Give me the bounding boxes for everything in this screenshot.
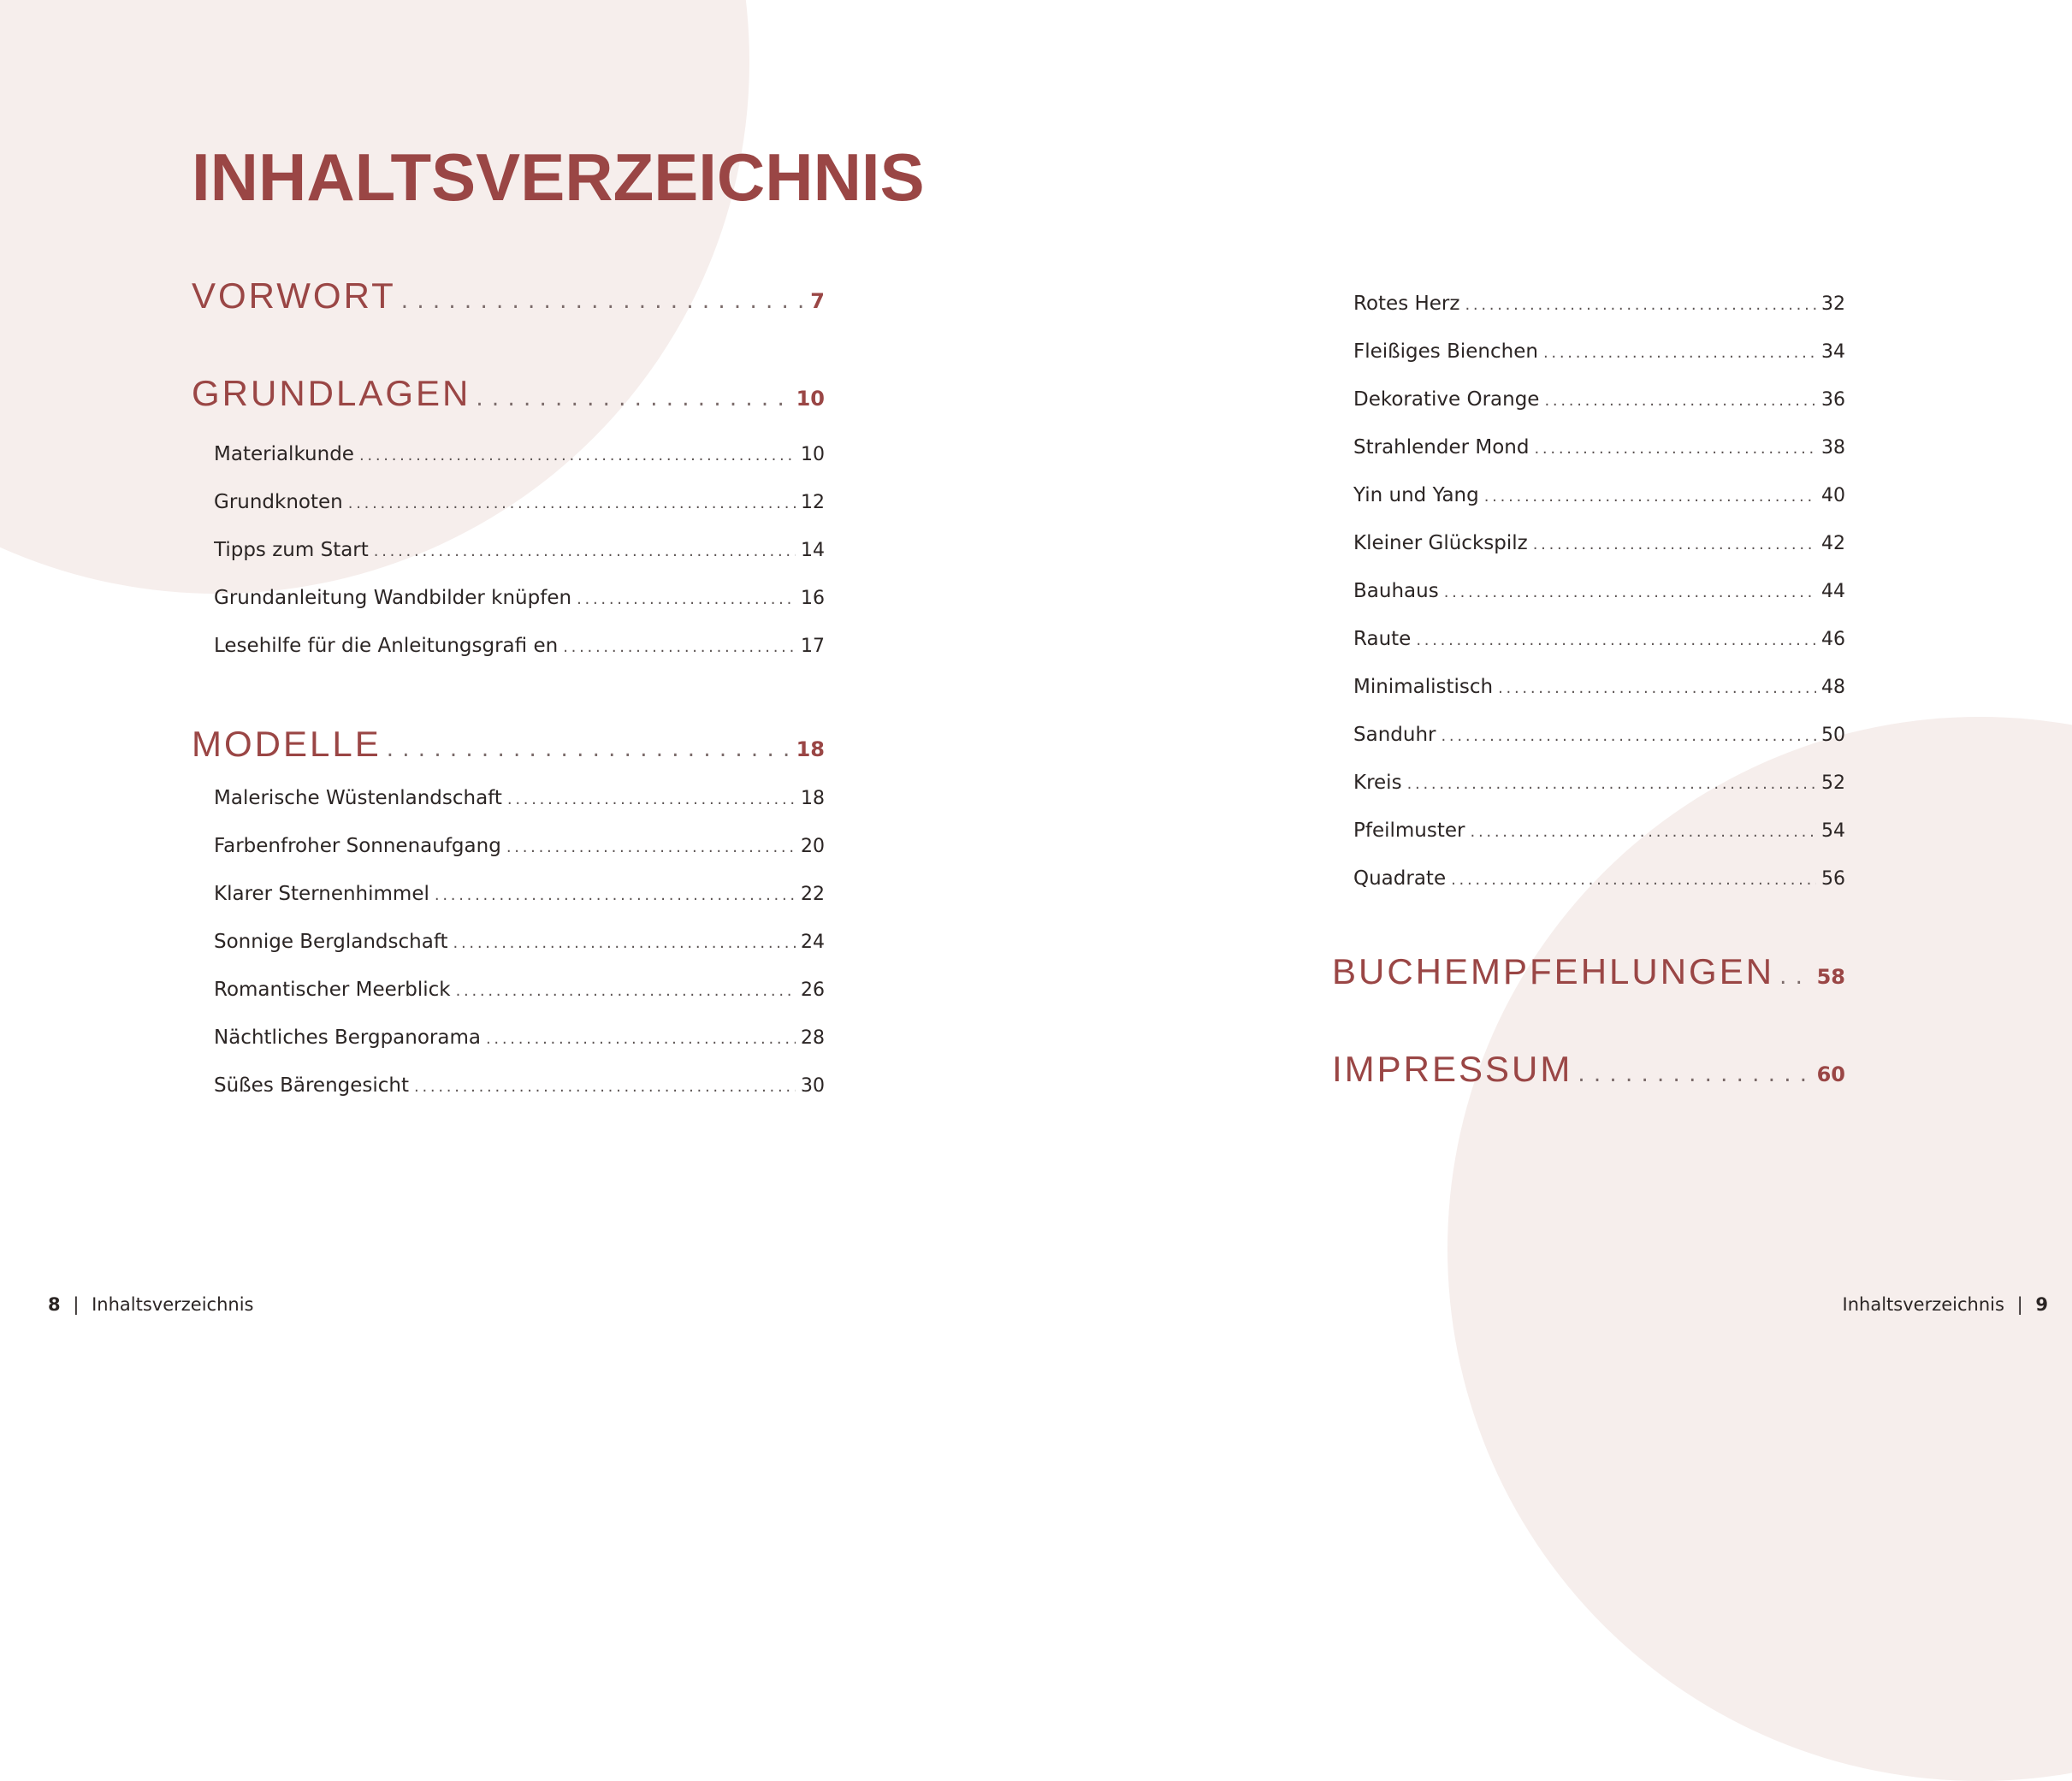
dot-leader	[1534, 440, 1816, 458]
dot-leader	[476, 386, 790, 411]
toc-page-number: 40	[1821, 485, 1845, 506]
toc-entry[interactable]	[214, 539, 825, 570]
toc-section-label: MODELLE	[192, 724, 382, 764]
toc-entry[interactable]	[1353, 388, 1845, 419]
dot-leader	[1451, 871, 1816, 889]
toc-page-number: 18	[796, 737, 825, 761]
toc-entry[interactable]	[1353, 436, 1845, 467]
toc-section-buchempfehlungen[interactable]	[1332, 951, 1845, 1003]
toc-entry[interactable]	[1353, 628, 1845, 659]
toc-entry[interactable]	[214, 491, 825, 522]
toc-page-number: 48	[1821, 677, 1845, 698]
toc-section-label: GRUNDLAGEN	[192, 373, 471, 413]
toc-entry-label: Strahlender Mond	[1353, 436, 1530, 459]
toc-page-number: 26	[801, 979, 825, 1001]
toc-section-label: IMPRESSUM	[1332, 1049, 1573, 1089]
footer-separator: |	[2016, 1294, 2023, 1315]
toc-entry-label: Raute	[1353, 628, 1412, 650]
toc-page-number: 34	[1821, 341, 1845, 363]
footer-right	[1843, 1294, 2048, 1315]
dot-leader	[1543, 344, 1816, 362]
dot-leader	[1407, 775, 1816, 793]
dot-leader	[348, 494, 796, 512]
toc-entry-label: Tipps zum Start	[214, 539, 369, 561]
footer-page-number: 9	[2035, 1294, 2048, 1315]
toc-entry-label: Nächtliches Bergpanorama	[214, 1027, 481, 1049]
dot-leader	[453, 934, 796, 952]
toc-page-number: 32	[1821, 293, 1845, 315]
toc-page-number: 46	[1821, 629, 1845, 650]
toc-entry-label: Fleißiges Bienchen	[1353, 340, 1538, 363]
toc-page-number: 38	[1821, 437, 1845, 459]
toc-entry[interactable]	[214, 787, 825, 818]
dot-leader	[1441, 727, 1816, 745]
toc-entry[interactable]	[1353, 580, 1845, 611]
toc-entry-label: Süßes Bärengesicht	[214, 1074, 410, 1097]
dot-leader	[486, 1030, 796, 1048]
dot-leader	[1444, 583, 1816, 601]
toc-entry-label: Dekorative Orange	[1353, 388, 1540, 411]
toc-page-number: 24	[801, 932, 825, 953]
dot-leader	[563, 638, 796, 656]
toc-entry-label: Malerische Wüstenlandschaft	[214, 787, 502, 809]
dot-leader	[387, 737, 791, 762]
dot-leader	[401, 288, 806, 314]
toc-entry-label: Yin und Yang	[1353, 484, 1479, 506]
dot-leader	[1578, 1062, 1811, 1087]
toc-entry-label: Romantischer Meerblick	[214, 979, 451, 1001]
toc-entry-label: Farbenfroher Sonnenaufgang	[214, 835, 501, 857]
toc-entry[interactable]	[1353, 340, 1845, 371]
toc-section-grundlagen[interactable]	[192, 373, 825, 424]
toc-entry-label: Klarer Sternenhimmel	[214, 883, 429, 905]
toc-entry[interactable]	[214, 883, 825, 914]
toc-entry[interactable]	[214, 587, 825, 618]
toc-entry[interactable]	[1353, 867, 1845, 898]
toc-entry[interactable]	[1353, 293, 1845, 323]
toc-page-number: 54	[1821, 820, 1845, 842]
footer-page-number: 8	[48, 1294, 61, 1315]
dot-leader	[359, 447, 796, 464]
toc-page-number: 28	[801, 1027, 825, 1049]
dot-leader	[1533, 535, 1816, 553]
toc-entry-label: Minimalistisch	[1353, 676, 1494, 698]
toc-page-number: 22	[801, 884, 825, 905]
toc-entry-label: Quadrate	[1353, 867, 1447, 890]
toc-page-number: 58	[1816, 965, 1845, 989]
toc-entry[interactable]	[214, 835, 825, 866]
toc-page-number: 30	[801, 1075, 825, 1097]
toc-entry[interactable]	[1353, 724, 1845, 754]
toc-page-number: 10	[801, 444, 825, 465]
toc-entry[interactable]	[214, 443, 825, 474]
toc-entry-label: Materialkunde	[214, 443, 354, 465]
toc-page-number: 52	[1821, 772, 1845, 794]
toc-entry-label: Grundknoten	[214, 491, 343, 513]
toc-entry[interactable]	[214, 979, 825, 1009]
toc-page-number: 56	[1821, 868, 1845, 890]
dot-leader	[414, 1078, 796, 1096]
footer-label: Inhaltsverzeichnis	[92, 1294, 254, 1315]
toc-page-number: 50	[1821, 725, 1845, 746]
toc-entry-label: Sonnige Berglandschaft	[214, 931, 448, 953]
footer-separator: |	[73, 1294, 80, 1315]
toc-page-number: 10	[796, 387, 825, 411]
toc-entry-label: Lesehilfe für die Anleitungsgrafi en	[214, 635, 559, 657]
toc-section-label: BUCHEMPFEHLUNGEN	[1332, 951, 1775, 991]
dot-leader	[1498, 679, 1816, 697]
toc-page-number: 42	[1821, 533, 1845, 554]
toc-entry[interactable]	[1353, 819, 1845, 850]
toc-entry-label: Bauhaus	[1353, 580, 1439, 602]
dot-leader	[1465, 296, 1816, 314]
toc-page-number: 44	[1821, 581, 1845, 602]
toc-entry-label: Pfeilmuster	[1353, 819, 1465, 842]
toc-section-modelle[interactable]	[192, 724, 825, 775]
footer-label: Inhaltsverzeichnis	[1842, 1294, 2004, 1315]
toc-entry[interactable]	[214, 1027, 825, 1057]
toc-section-vorwort[interactable]	[192, 275, 825, 327]
toc-page-number: 16	[801, 588, 825, 609]
dot-leader	[507, 790, 796, 808]
toc-page-number: 17	[801, 636, 825, 657]
toc-page-number: 7	[810, 289, 825, 313]
toc-page-number: 20	[801, 836, 825, 857]
toc-entry-label: Kreis	[1353, 772, 1402, 794]
dot-leader	[1471, 823, 1817, 841]
toc-page-number: 60	[1816, 1062, 1845, 1086]
toc-entry[interactable]	[1353, 532, 1845, 563]
dot-leader	[577, 590, 796, 608]
toc-section-label: VORWORT	[192, 275, 396, 316]
toc-section-impressum[interactable]	[1332, 1049, 1845, 1100]
dot-leader	[456, 982, 796, 1000]
toc-entry-label: Grundanleitung Wandbilder knüpfen	[214, 587, 572, 609]
dot-leader	[374, 542, 796, 560]
toc-entry-label: Kleiner Glückspilz	[1353, 532, 1528, 554]
dot-leader	[506, 838, 796, 856]
dot-leader	[1779, 964, 1812, 990]
toc-page-number: 14	[801, 540, 825, 561]
dot-leader	[1484, 488, 1816, 506]
toc-entry[interactable]	[1353, 676, 1845, 707]
toc-page-number: 36	[1821, 389, 1845, 411]
dot-leader	[1416, 631, 1816, 649]
toc-page-number: 18	[801, 788, 825, 809]
toc-entry[interactable]	[214, 931, 825, 962]
toc-entry[interactable]	[1353, 484, 1845, 515]
toc-page-number: 12	[801, 492, 825, 513]
toc-entry[interactable]	[214, 635, 825, 666]
toc-entry-label: Sanduhr	[1353, 724, 1436, 746]
dot-leader	[435, 886, 796, 904]
toc-entry[interactable]	[214, 1074, 825, 1105]
toc-entry[interactable]	[1353, 772, 1845, 802]
page-title: INHALTSVERZEICHNIS	[192, 139, 925, 215]
toc-entry-label: Rotes Herz	[1353, 293, 1460, 315]
dot-leader	[1544, 392, 1816, 410]
footer-left	[48, 1294, 253, 1315]
